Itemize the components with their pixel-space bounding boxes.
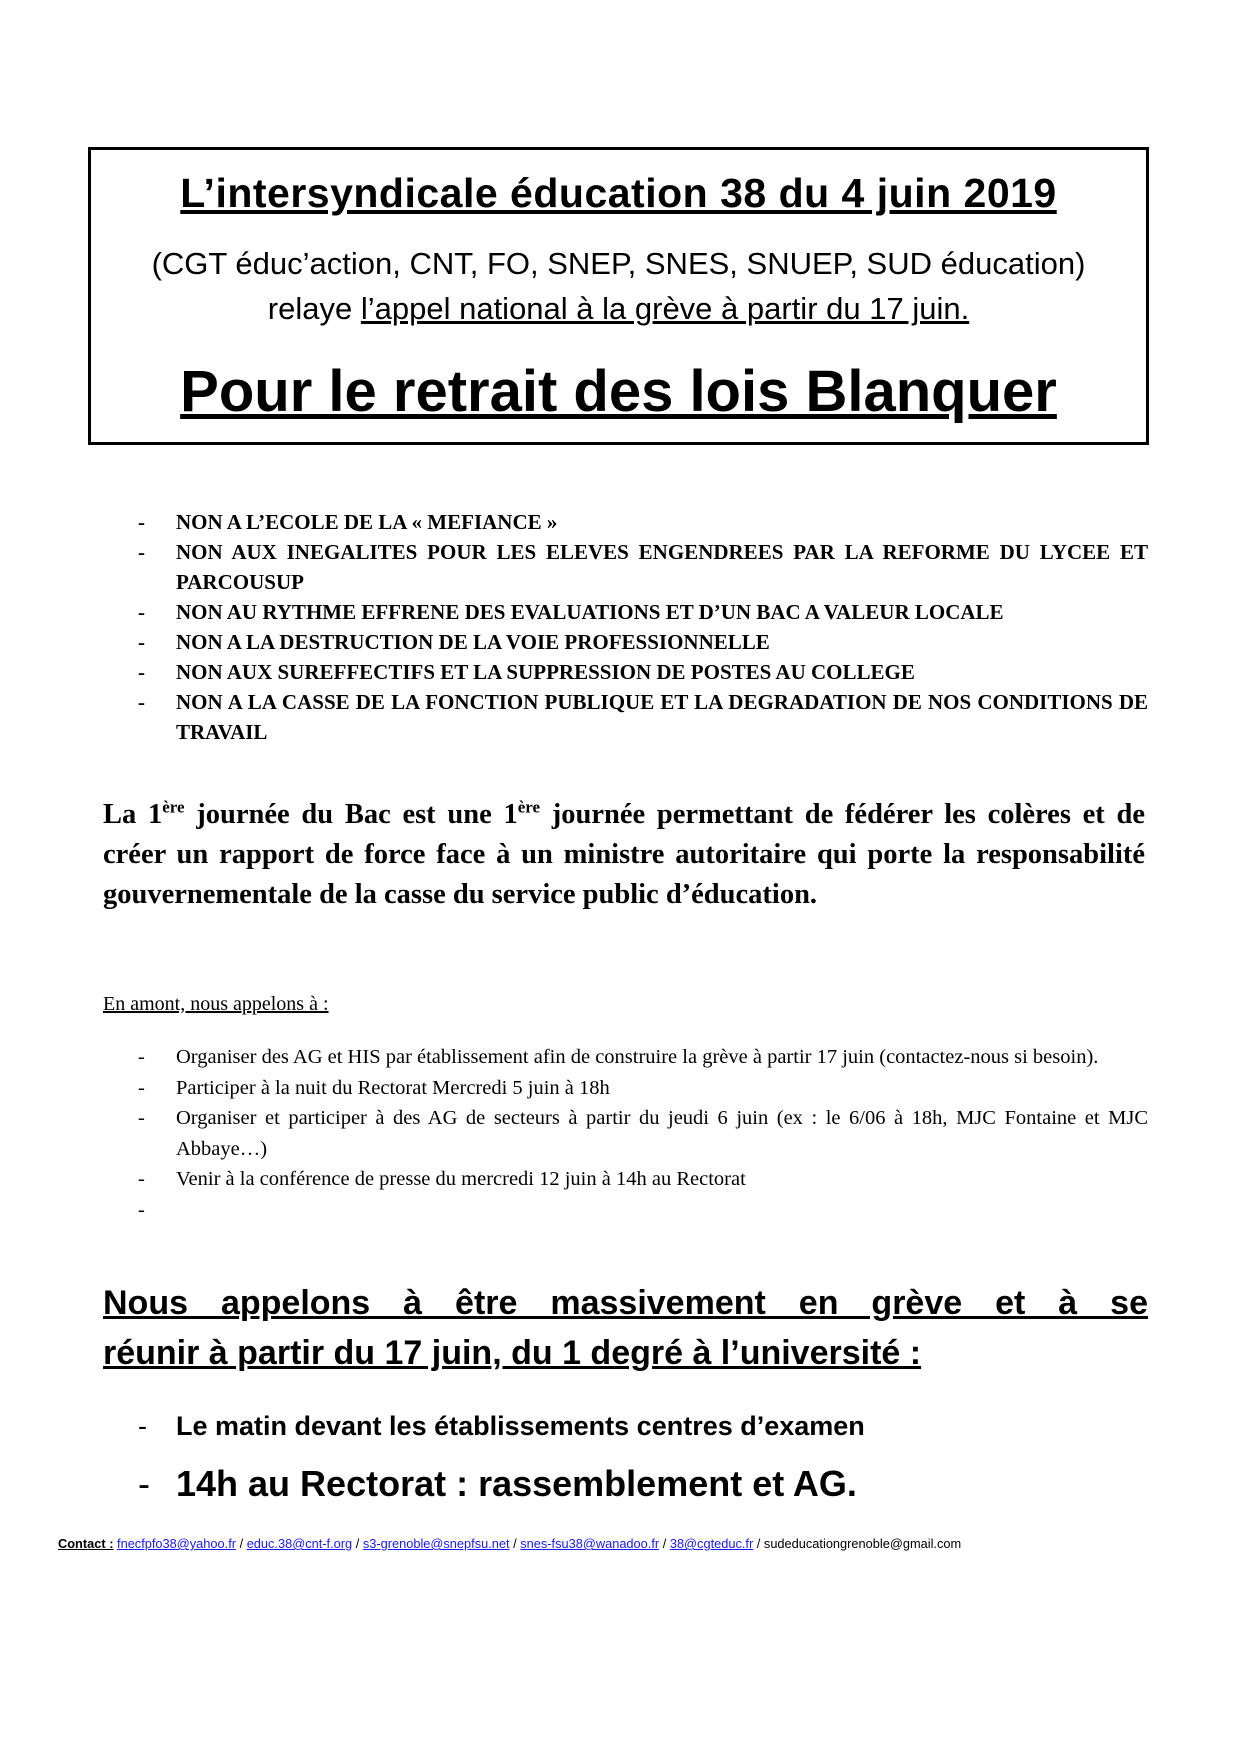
demand-item (103, 687, 1148, 747)
separator: / (236, 1536, 247, 1551)
dash-bullet: - (138, 600, 145, 624)
action-text: Organiser des AG et HIS par établissement afin de construire la grève à partir 17 juin (contactez-nous si besoin). (176, 1046, 1099, 1068)
statement-text: journée du Bac est une 1 (184, 799, 518, 830)
dash-bullet: - (138, 660, 145, 684)
dash-bullet: - (138, 1168, 145, 1190)
separator: / (753, 1536, 764, 1551)
dash-bullet: - (138, 1107, 145, 1129)
dash-bullet: - (138, 690, 145, 714)
dash-bullet: - (138, 540, 145, 564)
strike-call (103, 1278, 1148, 1378)
demand-item (103, 627, 1148, 657)
demand-item (103, 597, 1148, 627)
demand-item (103, 657, 1148, 687)
dash-bullet: - (138, 1411, 147, 1441)
document-title: L’intersyndicale éducation 38 du 4 juin 2019 (180, 170, 1057, 216)
demand-text: NON A L’ECOLE DE LA « MEFIANCE » (176, 510, 558, 534)
action-item (103, 1073, 1148, 1104)
dash-bullet: - (138, 1076, 145, 1099)
contact-line (58, 1536, 1208, 1551)
demand-text: NON AUX INEGALITES POUR LES ELEVES ENGENDREES PAR LA REFORME DU LYCEE ET PARCOUSUP (176, 540, 1148, 594)
action-text (176, 1199, 181, 1221)
separator: / (659, 1536, 670, 1551)
dash-bullet: - (138, 1046, 145, 1068)
dash-bullet: - (138, 510, 145, 534)
contact-email-link[interactable]: s3-grenoble@snepfsu.net (362, 1536, 510, 1551)
demands-list (103, 507, 1148, 747)
upfront-label: En amont, nous appelons à : (103, 993, 329, 1015)
statement-text: journée permettant de fédérer les colères et de créer un rapport de force face à un ministre autoritaire qui porte la responsabilité gouvernementale de la casse du service public d’éducation. (103, 799, 1145, 910)
rally-text: 14h au Rectorat : rassemblement et AG. (176, 1463, 857, 1504)
statement-paragraph (103, 795, 1145, 915)
appeal-line (91, 291, 1146, 327)
demand-item (103, 507, 1148, 537)
headline: Pour le retrait des lois Blanquer (180, 359, 1057, 424)
rally-item (103, 1406, 1148, 1446)
appeal-link: l’appel national à la grève à partir du 17 juin. (360, 291, 970, 326)
contact-email-link[interactable]: snes-fsu38@wanadoo.fr (520, 1536, 660, 1551)
action-text: Venir à la conférence de presse du mercredi 12 juin à 14h au Rectorat (176, 1168, 746, 1190)
action-item (103, 1164, 1148, 1195)
action-text: Participer à la nuit du Rectorat Mercredi 5 juin à 18h (176, 1076, 610, 1099)
action-item (103, 1042, 1148, 1073)
demand-text: NON AU RYTHME EFFRENE DES EVALUATIONS ET D’UN BAC A VALEUR LOCALE (176, 600, 1004, 624)
dash-bullet: - (138, 1198, 145, 1221)
contact-email-link[interactable]: educ.38@cnt-f.org (246, 1536, 353, 1551)
statement-text: La 1 (103, 799, 163, 830)
actions-list (103, 1042, 1148, 1225)
rally-text: Le matin devant les établissements centres d’examen (176, 1411, 865, 1441)
header-box (88, 147, 1149, 445)
contact-email-link[interactable]: fnecfpfo38@yahoo.fr (117, 1536, 237, 1551)
demand-text: NON A LA DESTRUCTION DE LA VOIE PROFESSIONNELLE (176, 630, 770, 654)
appeal-prefix: relaye (267, 291, 361, 326)
ordinal-suffix: ère (517, 797, 541, 817)
demand-text: NON A LA CASSE DE LA FONCTION PUBLIQUE ET LA DEGRADATION DE NOS CONDITIONS DE TRAVAIL (176, 690, 1148, 744)
unions-list: (CGT éduc’action, CNT, FO, SNEP, SNES, SNUEP, SUD éducation) (151, 246, 1086, 281)
ordinal-suffix: ère (162, 797, 185, 817)
action-text: Organiser et participer à des AG de secteurs à partir du jeudi 6 juin (ex : le 6/06 à 18h, MJC Fontaine et MJC Abbaye…) (176, 1107, 1148, 1160)
demand-text: NON AUX SUREFFECTIFS ET LA SUPPRESSION DE POSTES AU COLLEGE (176, 660, 915, 684)
strike-call-line: réunir à partir du 17 juin, du 1 degré à l’université : (103, 1334, 922, 1372)
contact-email-text: sudeducationgrenoble@gmail.com (763, 1536, 962, 1551)
action-item (103, 1103, 1148, 1164)
action-item (103, 1195, 1148, 1226)
strike-call-line: Nous appelons à être massivement en grève et à se (103, 1284, 1148, 1322)
rallies-list (103, 1406, 1148, 1512)
dash-bullet: - (138, 1463, 150, 1504)
separator: / (352, 1536, 363, 1551)
contact-email-link[interactable]: 38@cgteduc.fr (669, 1536, 754, 1551)
dash-bullet: - (138, 630, 145, 654)
rally-item (103, 1456, 1148, 1512)
demand-item (103, 537, 1148, 597)
contact-label: Contact : (58, 1536, 114, 1551)
separator: / (509, 1536, 521, 1551)
